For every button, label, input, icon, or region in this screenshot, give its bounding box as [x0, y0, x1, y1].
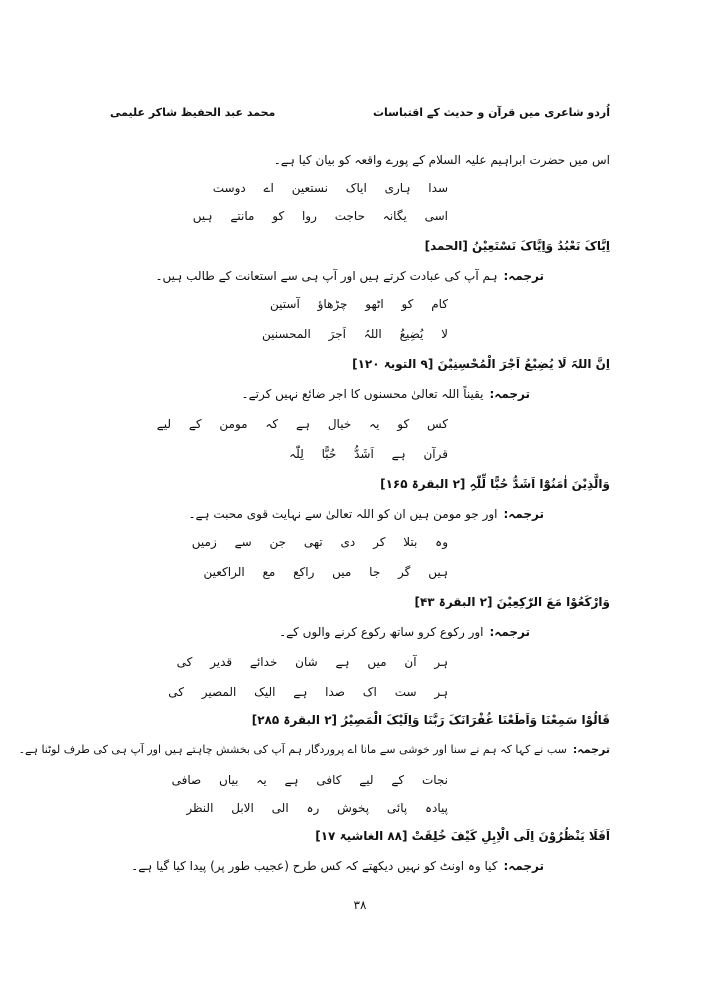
verse-line	[262, 326, 448, 342]
line-text: وَارْکَعُوْا مَعَ الرّٰکِعِیْنَ [۲ البقرۃ ۴۳]	[414, 595, 610, 609]
verse-line	[168, 684, 448, 700]
quran-quote	[315, 828, 610, 844]
line-text: لا یُضِیعُ اللہُ اَجرَ المحسنین	[262, 327, 448, 341]
line-text: ہر ست اک صدا ہے الیک المصیر کی	[168, 685, 448, 699]
verse-line	[177, 654, 448, 670]
translation-label: ترجمہ:	[503, 269, 544, 283]
line-text: یقیناً اللہ تعالیٰ محسنوں کا اجر ضائع نہیں کرتے۔	[241, 387, 484, 401]
verse-line	[157, 416, 448, 432]
page-number: ۳۸	[353, 898, 367, 912]
line-text: اَفَلَا یَنْظُرُوْنَ اِلَی الْاِبِلِ کَیْفَ خُلِقَتْ [۸۸ الغاشیۃ ۱۷]	[315, 829, 610, 843]
line-text: وہ بتلا کر دی تھی جن سے زمیں	[191, 535, 448, 549]
line-text: کس کو یہ خیال ہے کہ مومن کے لیے	[156, 417, 448, 431]
quran-quote	[414, 594, 610, 610]
verse-line	[270, 296, 448, 312]
translation-label: ترجمہ:	[572, 743, 610, 756]
translation-line	[188, 506, 544, 522]
verse-line	[186, 800, 448, 816]
translation-line	[279, 624, 530, 640]
line-text: قَالُوْا سَمِعْنَا وَاَطَعْنَا غُفْرَانَکَ رَبَّنَا وَاِلَیْکَ الْمَصِیْرُ [۲ البقرۃ ۲۸۵]	[251, 713, 610, 727]
prose-line	[274, 152, 610, 168]
verse-line	[172, 772, 448, 788]
line-text: اِیَّاکَ نَعْبُدُ وَاِیَّاکَ نَسْتَعِیْنُ [الحمد]	[424, 239, 610, 253]
translation-line	[19, 742, 610, 758]
translation-line	[242, 386, 530, 402]
line-text: اس میں حضرت ابراہیم علیہ السلام کے پورے واقعہ کو بیان کیا ہے۔	[273, 153, 610, 167]
verse-line	[203, 564, 448, 580]
line-text: کیا وہ اونٹ کو نہیں دیکھتے کہ کس طرح (عجیب طور پر) پیدا کیا گیا ہے۔	[131, 859, 498, 873]
quran-quote	[352, 356, 610, 372]
line-text: کام کو اٹھو چڑھاؤ آستین	[270, 297, 448, 311]
book-title: اُردو شاعری میں قرآن و حدیث کے اقتباسات	[372, 106, 610, 119]
verse-line	[213, 180, 448, 196]
line-text: قرآن ہے اَشَدُّ حُبًّا لِلّٰہ	[289, 447, 448, 461]
translation-line	[156, 268, 544, 284]
line-text: سب نے کہا کہ ہم نے سنا اور خوشی سے مانا اے پروردگار ہم آپ کی بخشش چاہتے ہیں اور آپ ہی کی طرف لوٹنا ہے۔	[18, 743, 567, 756]
line-text: سدا ہاری ایاک نستعین اے دوست	[212, 181, 448, 195]
translation-label: ترجمہ:	[489, 625, 530, 639]
translation-label: ترجمہ:	[503, 507, 544, 521]
verse-line	[192, 534, 448, 550]
verse-line	[289, 446, 448, 462]
author-name: محمد عبد الحفیظ شاکر علیمی	[110, 106, 276, 119]
translation-label: ترجمہ:	[503, 859, 544, 873]
running-header	[110, 106, 610, 126]
line-text: پیادہ پائی پخوش رہ الی الابل النظر	[186, 801, 448, 815]
quran-quote	[380, 476, 610, 492]
translation-line	[131, 858, 544, 874]
quran-quote	[425, 238, 610, 254]
line-text: اور رکوع کرو ساتھ رکوع کرنے والوں کے۔	[279, 625, 484, 639]
line-text: وَالَّذِیْنَ اٰمَنُوْٓا اَشَدُّ حُبًّا لِّلّٰہِ [۲ البقرۃ ۱۶۵]	[380, 477, 610, 491]
line-text: اسی یگانہ حاجت روا کو مانتے ہیں	[192, 209, 448, 223]
line-text: اِنَّ اللہَ لَا یُضِیْعُ اَجْرَ الْمُحْسِنِیْنَ [۹ التوبۃ ۱۲۰]	[352, 357, 610, 371]
line-text: ہر آن میں ہے شان خدائے قدیر کی	[176, 655, 448, 669]
line-text: ہیں گر جا میں راکع مع الراکعین	[203, 565, 448, 579]
translation-label: ترجمہ:	[489, 387, 530, 401]
verse-line	[193, 208, 448, 224]
line-text: ہم آپ کی عبادت کرتے ہیں اور آپ ہی سے استعانت کے طالب ہیں۔	[155, 269, 498, 283]
line-text: نجات کے لیے کافی ہے یہ بیاں صافی	[171, 773, 448, 787]
line-text: اور جو مومن ہیں ان کو اللہ تعالیٰ سے نہایت قوی محبت ہے۔	[188, 507, 498, 521]
quran-quote	[252, 712, 610, 728]
